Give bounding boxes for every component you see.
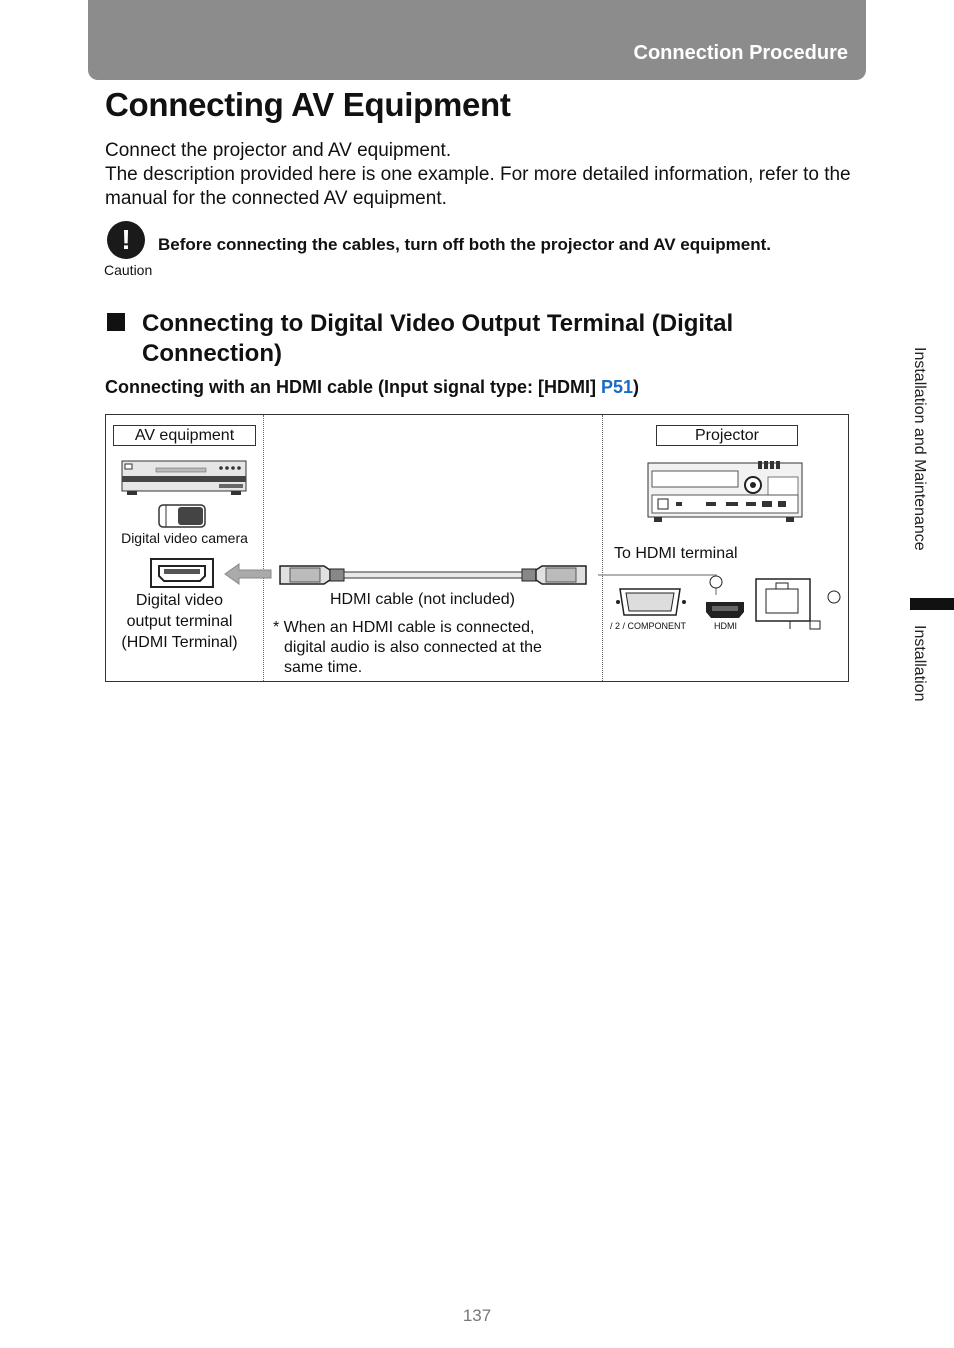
caution-label: Caution (104, 262, 153, 278)
sidebar-subsection-label: Installation (911, 625, 928, 702)
page-reference-link[interactable]: P51 (601, 377, 634, 397)
intro-line-2: The description provided here is one example. For more detailed information, refer to the manual for the connected AV equipment. (105, 164, 851, 209)
vga-port-icon (616, 585, 686, 623)
av-equipment-label: AV equipment (113, 425, 256, 446)
page-number: 137 (462, 1306, 492, 1325)
output-terminal-line-2: output terminal (126, 613, 233, 630)
header-bar (88, 0, 866, 80)
section-heading-text: Connecting to Digital Video Output Terminal (Digital Connection) (142, 310, 734, 367)
av-player-icon (121, 460, 247, 496)
connection-diagram (105, 414, 849, 682)
diagram-divider (263, 415, 264, 681)
arrow-left-icon (223, 563, 273, 585)
cable-label: HDMI cable (not included) (330, 591, 515, 608)
output-terminal-line-1: Digital video (135, 592, 224, 609)
hdmi-port-icon (150, 558, 216, 590)
projector-label: Projector (656, 425, 798, 446)
section-heading (107, 309, 827, 369)
projector-icon (646, 459, 810, 523)
header-section-title: Connection Procedure (633, 42, 848, 64)
note-line-2: digital audio is also connected at the (284, 639, 542, 656)
intro-line-1: Connect the projector and AV equipment. (105, 140, 452, 161)
note-line-1: * When an HDMI cable is connected, (273, 619, 535, 636)
intro-text (105, 139, 865, 211)
square-bullet-icon (107, 313, 125, 331)
hdmi-note (273, 618, 593, 678)
subsection-heading-text: Connecting with an HDMI cable (Input signal type: [HDMI] (105, 377, 601, 397)
hdmi-port-label: HDMI (714, 621, 737, 631)
camera-label: Digital video camera (121, 530, 248, 546)
video-camera-icon (158, 503, 208, 529)
page-title: Connecting AV Equipment (105, 86, 511, 123)
component-port-label: / 2 / COMPONENT (610, 621, 687, 631)
output-terminal-label (106, 590, 253, 653)
to-hdmi-label: To HDMI terminal (614, 545, 738, 562)
lan-port-icon (754, 577, 844, 633)
sidebar-tab-marker (910, 598, 954, 610)
sidebar-section-label: Installation and Maintenance (911, 347, 928, 551)
note-line-3: same time. (284, 659, 363, 676)
subsection-heading-suffix: ) (633, 377, 640, 397)
exclamation-icon: ! (107, 221, 145, 259)
projector-hdmi-port-icon (704, 599, 748, 621)
output-terminal-line-3: (HDMI Terminal) (121, 634, 238, 651)
caution-text: Before connecting the cables, turn off both the projector and AV equipment. (158, 235, 771, 254)
diagram-divider (602, 415, 603, 681)
hdmi-cable-icon (276, 559, 596, 591)
subsection-heading (105, 377, 639, 398)
